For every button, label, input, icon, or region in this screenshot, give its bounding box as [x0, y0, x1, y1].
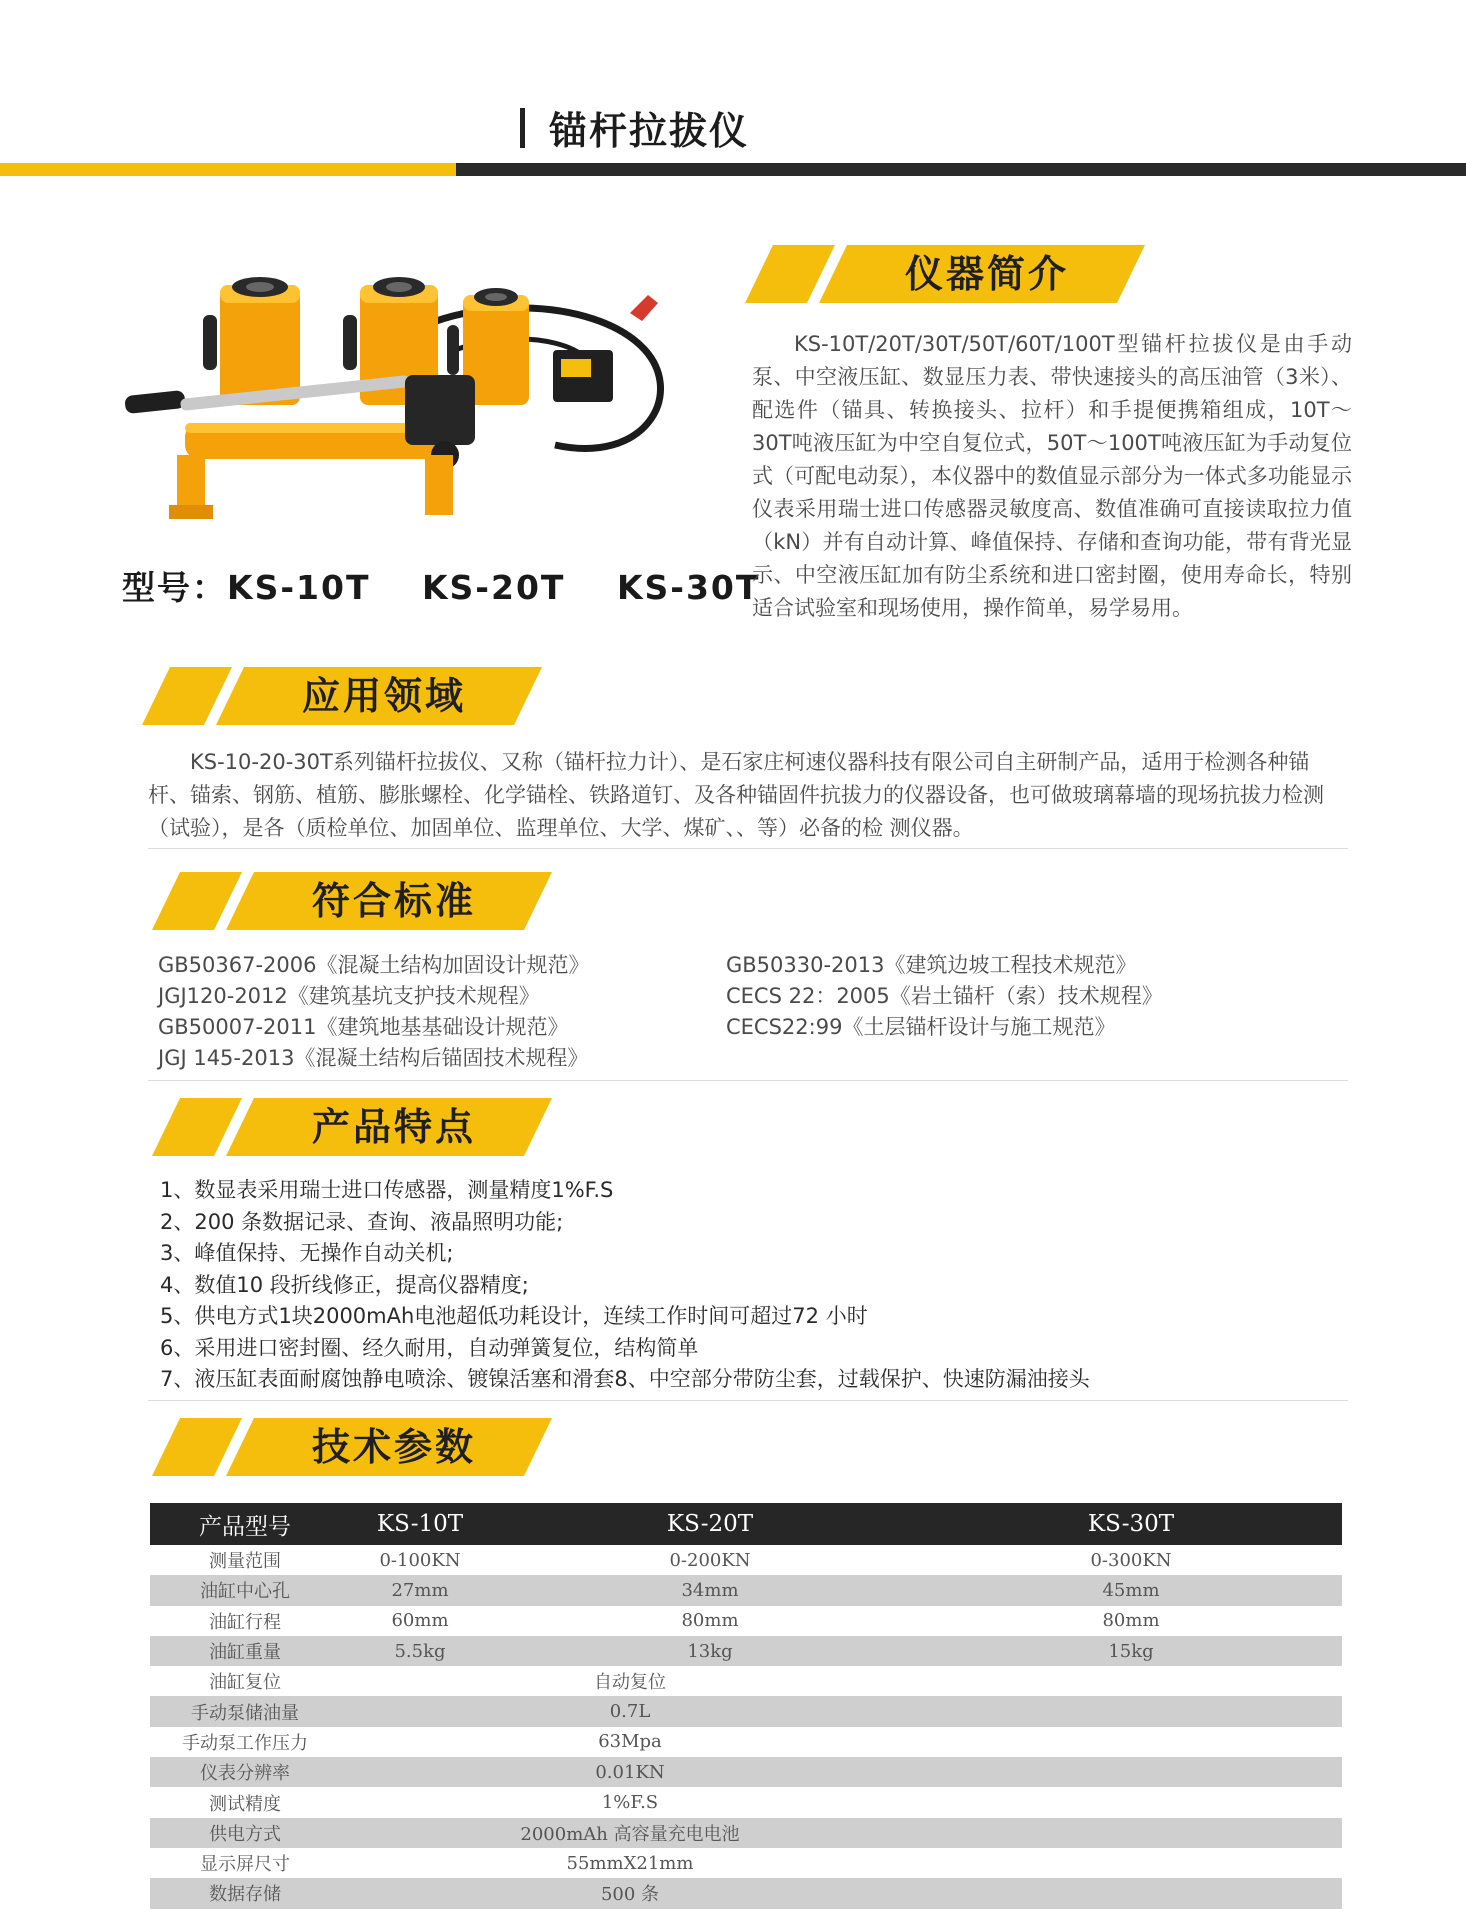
table-cell: 1%F.S: [601, 1792, 659, 1814]
divider: [148, 1080, 1348, 1081]
section-banner-specs: [152, 1418, 552, 1476]
section-heading-intro: 仪器简介: [905, 252, 1070, 296]
table-header-row: [150, 1503, 1342, 1545]
list-item: CECS 22：2005《岩土锚杆（索）技术规程》: [726, 984, 1163, 1008]
table-cell: 0-100KN: [379, 1549, 461, 1571]
row-label: 油缸复位: [209, 1672, 281, 1694]
row-label: 仪表分辨率: [150, 1757, 340, 1787]
table-cell: 0-200KN: [669, 1549, 751, 1571]
row-label: 显示屏尺寸: [200, 1854, 290, 1876]
table-cell: 2000mAh 高容量充电电池: [340, 1818, 920, 1848]
table-row: [150, 1787, 1342, 1817]
table-cell: 5.5kg: [340, 1636, 500, 1666]
table-cell: 自动复位: [594, 1672, 666, 1694]
table-cell: 34mm: [500, 1575, 920, 1605]
model-line: [122, 562, 798, 609]
table-cell: 15kg: [920, 1636, 1342, 1666]
table-cell: 500 条: [340, 1878, 920, 1908]
table-row: [150, 1878, 1342, 1908]
row-label: 供电方式: [150, 1818, 340, 1848]
column-header: KS-30T: [920, 1503, 1342, 1545]
table-row: [150, 1606, 1342, 1636]
table-row: [150, 1818, 1342, 1848]
table-row: [150, 1727, 1342, 1757]
list-item: 6、采用进口密封圈、经久耐用，自动弹簧复位，结构简单: [160, 1335, 699, 1360]
column-header: KS-20T: [500, 1503, 920, 1545]
list-item: 4、数值10 段折线修正，提高仪器精度;: [160, 1272, 529, 1297]
table-cell: 45mm: [920, 1575, 1342, 1605]
features-list: [160, 1175, 1090, 1396]
model-3: KS-30T: [616, 568, 761, 607]
row-label: 数据存储: [150, 1878, 340, 1908]
title-divider: [520, 108, 525, 148]
divider: [148, 1400, 1348, 1401]
standards-list-left: [158, 950, 590, 1074]
table-row: [150, 1757, 1342, 1787]
row-label: 手动泵工作压力: [182, 1732, 308, 1754]
section-banner-intro: [745, 245, 1145, 303]
list-item: 1、数显表采用瑞士进口传感器，测量精度1%F.S: [160, 1178, 614, 1202]
intro-paragraph: KS-10T/20T/30T/50T/60T/100T型锚杆拉拔仪是由手动泵、中空液压缸、数显压力表、带快速接头的高压油管（3米）、配选件（锚具、转换接头、拉杆）和手提便携箱组成，10T～30T吨液压缸为中空自复位式，50T～100T吨液压缸为手动复位式（可配电动泵），本仪器中的数值显示部分为一体式多功能显示仪表采用瑞士进口传感器灵敏度高、数值准确可直接读取拉力值（kN）并有自动计算、峰值保持、存储和查询功能，带有背光显示、中空液压缸加有防尘系统和进口密封圈，使用寿命长，特别适合试验室和现场使用，操作简单，易学易用。: [752, 332, 1352, 620]
list-item: 2、200 条数据记录、查询、液晶照明功能;: [160, 1209, 564, 1234]
row-label: 油缸行程: [209, 1611, 281, 1633]
table-cell: 80mm: [681, 1610, 739, 1632]
header-rule-accent: [0, 163, 456, 176]
column-header: KS-10T: [340, 1503, 500, 1545]
table-row: [150, 1545, 1342, 1575]
section-banner-standards: [152, 872, 552, 930]
list-item: 7、液压缸表面耐腐蚀静电喷涂、镀镍活塞和滑套8、中空部分带防尘套，过载保护、快速防漏油接头: [160, 1367, 1090, 1391]
table-row: [150, 1666, 1342, 1696]
list-item: GB50367-2006《混凝土结构加固设计规范》: [158, 953, 590, 977]
page-title-text: 锚杆拉拔仪: [549, 109, 750, 153]
table-cell: 63Mpa: [598, 1731, 662, 1753]
list-item: 5、供电方式1块2000mAh电池超低功耗设计，连续工作时间可超过72 小时: [160, 1304, 868, 1328]
table-cell: 0.01KN: [340, 1757, 920, 1787]
table-cell: 0.7L: [340, 1696, 920, 1726]
table-row: [150, 1696, 1342, 1726]
model-2: KS-20T: [421, 568, 566, 607]
list-item: 3、峰值保持、无操作自动关机;: [160, 1241, 454, 1265]
table-cell: 55mmX21mm: [566, 1852, 694, 1874]
section-heading-specs: 技术参数: [312, 1425, 477, 1469]
application-paragraph: KS-10-20-30T系列锚杆拉拔仪、又称（锚杆拉力计）、是石家庄柯速仪器科技有限公司自主研制产品，适用于检测各种锚杆、锚索、钢筋、植筋、膨胀螺栓、化学锚栓、铁路道钉、及各种锚固件抗拔力的仪器设备，也可做玻璃幕墙的现场抗拔力检测（试验），是各（质检单位、加固单位、监理单位、大学、煤矿、、等）必备的检 测仪器。: [148, 750, 1324, 840]
product-photo: [125, 255, 725, 545]
list-item: JGJ 145-2013《混凝土结构后锚固技术规程》: [158, 1046, 589, 1070]
column-header: 产品型号: [150, 1503, 340, 1545]
section-banner-features: [152, 1098, 552, 1156]
table-cell: 27mm: [340, 1575, 500, 1605]
row-label: 油缸重量: [150, 1636, 340, 1666]
hydraulic-jack-set-icon: [125, 255, 725, 545]
divider: [148, 848, 1348, 849]
section-banner-application: [142, 667, 542, 725]
standards-list-right: [726, 950, 1163, 1043]
list-item: CECS22:99《土层锚杆设计与施工规范》: [726, 1015, 1116, 1039]
header-rule-dark: [456, 163, 1466, 176]
row-label: 手动泵储油量: [150, 1696, 340, 1726]
list-item: GB50330-2013《建筑边坡工程技术规范》: [726, 953, 1137, 977]
table-cell: 60mm: [391, 1610, 449, 1632]
table-cell: 13kg: [500, 1636, 920, 1666]
section-heading-application: 应用领域: [302, 674, 467, 718]
table-row: [150, 1848, 1342, 1878]
page-title: [520, 100, 749, 155]
table-cell: 80mm: [1102, 1610, 1160, 1632]
section-heading-standards: 符合标准: [312, 879, 477, 923]
row-label: 油缸中心孔: [150, 1575, 340, 1605]
section-heading-features: 产品特点: [312, 1105, 477, 1149]
list-item: GB50007-2011《建筑地基基础设计规范》: [158, 1015, 569, 1039]
row-label: 测试精度: [209, 1793, 281, 1815]
list-item: JGJ120-2012《建筑基坑支护技术规程》: [158, 984, 540, 1008]
spec-table: [150, 1503, 1342, 1909]
table-row: [150, 1575, 1342, 1605]
model-label: 型号：KS-10T: [122, 568, 371, 607]
table-row: [150, 1636, 1342, 1666]
row-label: 测量范围: [209, 1551, 281, 1573]
table-cell: 0-300KN: [1090, 1549, 1172, 1571]
